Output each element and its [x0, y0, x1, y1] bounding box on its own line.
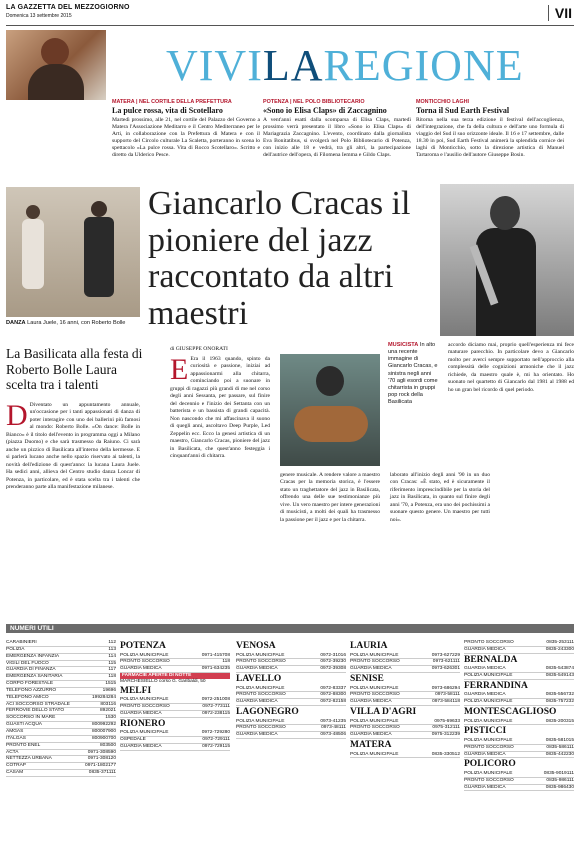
phone-label: POLIZIA MUNICIPALE	[236, 718, 285, 724]
phone-row	[120, 737, 230, 744]
theater-photo	[6, 30, 106, 100]
phone-number: 803116	[100, 701, 116, 707]
phone-row	[464, 745, 574, 752]
city-heading: POLICORO	[464, 759, 516, 770]
phone-number: 0835-757232	[545, 699, 574, 705]
phone-row	[350, 666, 460, 673]
numbers-column	[464, 640, 574, 791]
phone-number: 0972-729115	[202, 743, 230, 749]
phone-row	[464, 673, 574, 680]
article-column: E Era il 1963 quando, spinto da curiosità e passione, iniziai ad appassionarmi alla chitarra, cominciando poi a suonare in gruppi di ragazzi più grandi di me nel corso degli anni Sessanta, per passare, sul finire del decennio e l'inizio dei Settanta con un batterista e un bassista di grandi capacità. Non nascondo che mi affascinava il suono di quegli anni, ascoltavo Deep Purple, Led Zeppelin ecc. Ecco la genesi artistica di un maestro, Giancarlo Cracas, pioniere del jazz in Basilicata, che quest'anno festeggia i cinquant'anni di chitarra.	[170, 353, 270, 460]
phone-number: 1515	[105, 681, 116, 687]
phone-row	[236, 699, 346, 706]
news-text: Ritorna nella sua terza edizione il festival dell'accoglienza, dell'integrazione, che fa della cultura e dell'arte uno formula di viaggio del Sud il suo orizzonte ideale. Il 16 e 17 settembre, dalle 18.30 in poi, Sud Earth Festival animerà la splendida cornice dei laghi di Monticchio, sotto la direzione artistica di Manuel Tartaroma e l'ausilio dell'autore Giuseppe Bosin.	[416, 116, 564, 159]
phone-label: GUARDIA DI FINANZA	[6, 667, 56, 673]
phone-number: 0972-31016	[320, 652, 346, 658]
phone-number: 0835-243300	[545, 646, 574, 652]
phone-number: 0835-986430	[545, 784, 574, 790]
phone-label: GUASTI ACQUA	[6, 722, 42, 728]
phone-label: OSPEDALE	[120, 737, 146, 743]
phone-label: PRONTO SOCCORSO	[236, 659, 286, 665]
phone-label: POLIZIA MUNICIPALE	[236, 685, 285, 691]
phone-number: 117	[108, 667, 116, 673]
phone-row	[6, 640, 116, 647]
page-number: VII	[548, 5, 572, 21]
phone-row	[350, 732, 460, 739]
phone-number: 0835-586111	[546, 744, 574, 750]
numbers-column	[6, 640, 116, 777]
guitarist-photo	[280, 354, 380, 466]
phone-number: 0835-581015	[545, 737, 574, 743]
phone-number: 19696	[102, 687, 116, 693]
phone-number: 0972-729111	[202, 737, 230, 743]
phone-number: 0973-48111	[321, 725, 346, 731]
phone-label: GUARDIA MEDICA	[464, 666, 506, 672]
phone-row	[6, 647, 116, 654]
phone-row	[350, 752, 460, 759]
phone-label: PRONTO SOCCORSO	[350, 659, 400, 665]
phone-label: GUARDIA MEDICA	[236, 732, 278, 738]
phone-number: 118	[108, 674, 116, 680]
phone-row	[464, 752, 574, 759]
phone-number: 114	[108, 653, 116, 659]
article-column: laborato all'inizio degli anni '90 in un duo con Cracas: «È stato, ed è sicuramente il riferimento imprescindibile per la storia del jazz in Basilicata, in quanto sul finire degli anni '70, a Potenza, era uno dei pochissimi a suonare questo genere. Un maestro per tutti noi».	[390, 472, 490, 523]
phone-row	[464, 640, 574, 647]
phone-row	[120, 744, 230, 751]
phone-label: GUARDIA MEDICA	[236, 666, 278, 672]
phone-number: 0971-308120	[87, 756, 116, 762]
phone-label: PRONTO SOCCORSO	[350, 725, 400, 731]
phone-number: 0835-549143	[545, 673, 574, 679]
numbers-column	[350, 640, 460, 758]
phone-number: 800900700	[91, 735, 116, 741]
phone-label: GUARDIA MEDICA	[350, 699, 392, 705]
phone-number: 0835-442230	[545, 751, 574, 757]
city-heading: RIONERO	[120, 718, 166, 729]
phone-number: 0975-312239	[431, 732, 460, 738]
phone-label: POLIZIA MUNICIPALE	[350, 718, 399, 724]
city-heading: LAGONEGRO	[236, 707, 299, 718]
city-heading: VILLA D'AGRI	[350, 707, 417, 718]
phone-row	[464, 719, 574, 726]
article-column: accordo diciamo mai, proprio quell'esperienza mi fece maturare parecchio. In particolare devo a Giancarlo molto per averci sempre supportato nell'approccio alla complessità delle cognizioni armoniche che il jazz richiede, da maestro quale è, mi ha orientato. Ho suonato nel quartetto di Giancarlo dal 1981 al 1988 ed ho un gran bel ricordo di quel periodo.	[448, 342, 574, 393]
phone-label: PRONTO SOCCORSO	[120, 704, 170, 710]
pharmacy-info: MARCHESIELLO corso G. Garibaldi, 50	[120, 678, 206, 684]
drop-cap: D	[6, 399, 28, 432]
phone-row	[120, 711, 230, 718]
city-heading: LAVELLO	[236, 674, 282, 685]
phone-label: POLIZIA MUNICIPALE	[350, 685, 399, 691]
phone-label: TELEFONO AZZURRO	[6, 687, 57, 693]
numeri-utili-bar: NUMERI UTILI	[6, 624, 574, 633]
phone-number: 113	[108, 646, 116, 652]
phone-number: 0835-330512	[431, 751, 460, 757]
phone-number: 199284284	[91, 694, 116, 700]
phone-label: ACI SOCCORSO STRADALE	[6, 701, 70, 707]
phone-label: AMGAS	[6, 728, 24, 734]
article-column: genere musicale. A rendere valore a maestro Cracas per la memoria storica, è l'essere stato un traghettatore del jazz in Basilicata, offrendo una delle sue testimonianze più vive. Un vero maestro per intere generazioni di musicisti, a molti dei quali ha trasmesso la passione per il jazz e per la chitarra.	[280, 472, 380, 523]
phone-label: CARABINIERI	[6, 640, 37, 645]
phone-label: POLIZIA MUNICIPALE	[120, 730, 169, 736]
page-header	[6, 4, 574, 26]
phone-row	[464, 738, 574, 745]
news-title: Torna il Sud Earth Festival	[416, 105, 510, 115]
city-heading: VENOSA	[236, 641, 276, 651]
phone-label: PRONTO SOCCORSO	[236, 692, 286, 698]
phone-row	[464, 778, 574, 785]
phone-label: TELEFONO AMICO	[6, 694, 49, 700]
phone-number: 0972-83337	[320, 685, 346, 691]
phone-row	[464, 699, 574, 706]
section-brand: VIVILAREGIONE	[166, 41, 524, 90]
phone-number: 0971-415708	[201, 652, 230, 658]
phone-number: 0972-238115	[202, 710, 230, 716]
phone-label: POLIZIA MUNICIPALE	[350, 751, 399, 757]
phone-number: 1530	[105, 715, 116, 721]
phone-number: 0975-312111	[432, 725, 460, 731]
news-item	[416, 99, 564, 160]
phone-row	[464, 666, 574, 673]
news-title: La pulce rossa, vita di Scotellaro	[112, 105, 223, 115]
phone-number: 115	[108, 660, 116, 666]
phone-label: NETTEZZA URBANA	[6, 756, 52, 762]
phone-label: SOCCORSO IN MARE	[6, 715, 56, 721]
city-heading: MONTESCAGLIOSO	[464, 707, 557, 718]
phone-row	[6, 729, 116, 736]
phone-number: 800992292	[91, 722, 116, 728]
phone-label: PRONTO SOCCORSO	[236, 725, 286, 731]
phone-row	[6, 654, 116, 661]
phone-row	[350, 699, 460, 706]
phone-label: ITALGAS	[6, 735, 26, 741]
main-headline: Giancarlo Cracas il pioniere del jazz raccontato da altri maestri	[148, 185, 411, 333]
phone-number: 0975-69633	[434, 718, 460, 724]
article-column: D Diventato un appuntamento annuale, un'occasione per i tanti appassionati di danza di poter interagire con uno dei ballerini più famosi al mondo: Roberto Bolle. «On dance: Bolle in Bianco» è il titolo dell'evento in programma oggi a Milano (piazza Duomo) e che sarà trasmesso da Raiuno. Ci sarà anche un pizzico di Basilicata all'interno della kermesse. E si parlerà lucano anche nello spazio riservato ai talenti, la novità dell'edizione di quest'anno: la lucana Laura Juele. Ha sedici anni, allieva del Centro studio danza Loncar di Potenza, in particolare, ed è stata scelta tra i talenti che prenderanno parte alla manifestazione milanese.	[6, 399, 140, 491]
phone-number: 0971-634235	[201, 666, 230, 672]
phone-label: VIGILI DEL FUOCO	[6, 660, 49, 666]
phone-row	[120, 666, 230, 673]
city-heading: MELFI	[120, 685, 152, 696]
phone-label: POLIZIA MUNICIPALE	[350, 652, 399, 658]
news-kicker: POTENZA | NEL POLO BIBLIOTECARIO	[263, 99, 365, 105]
phone-number: 0973-626301	[431, 666, 460, 672]
phone-row	[6, 770, 116, 777]
phone-number: 0971-308590	[87, 749, 116, 755]
phone-label: CASAM	[6, 770, 24, 776]
phone-number: 0972-729280	[201, 730, 230, 736]
city-heading: PISTICCI	[464, 726, 507, 737]
phone-number: 0972-39308	[320, 666, 346, 672]
phone-label: GUARDIA MEDICA	[120, 666, 162, 672]
city-heading: LAURIA	[350, 641, 388, 651]
pharmacy-bar: FARMACIE APERTE DI NOTTE	[120, 673, 230, 679]
phone-label: GUARDIA MEDICA	[464, 784, 506, 790]
phone-number: 800007900	[91, 728, 116, 734]
drop-cap: E	[170, 353, 189, 386]
phone-row	[6, 688, 116, 695]
phone-row	[6, 743, 116, 750]
phone-label: EMERGENZA SANITARIA	[6, 674, 63, 680]
phone-number: 112	[108, 640, 116, 645]
phone-label: POLIZIA MUNICIPALE	[464, 770, 513, 776]
numbers-column	[120, 640, 230, 751]
phone-label: GUARDIA MEDICA	[236, 699, 278, 705]
phone-label: POLIZIA MUNICIPALE	[120, 697, 169, 703]
phone-number: 0973-584118	[432, 699, 460, 705]
city-heading: FERRANDINA	[464, 680, 528, 691]
phone-label: POLIZIA MUNICIPALE	[120, 652, 169, 658]
news-text: A vent'anni esatti dalla scomparsa di Elisa Claps, martedì prossimo verrà presentato il libro «Sono io Elisa Claps» di Mariagrazia Zaccagnino. L'evento, coordinato dalla giornalista Eva Bonitatibus, si svolgerà nel Polo Bibliotecario di Potenza, con inizio alle 18 e vedrà, tra gli altri, la partecipazione dell'autrice dell'opera, di Filomena Iemma e Gildo Claps.	[263, 116, 411, 159]
phone-label: POLIZIA MUNICIPALE	[464, 699, 513, 705]
phone-row	[236, 666, 346, 673]
phone-label: PRONTO SOCCORSO	[464, 744, 514, 750]
musician-photo	[440, 184, 574, 336]
phone-row	[464, 771, 574, 778]
city-heading: SENISE	[350, 674, 384, 685]
news-item	[263, 99, 411, 160]
news-kicker: MONTICCHIO LAGHI	[416, 99, 470, 105]
phone-row	[6, 736, 116, 743]
photo-caption: MUSICISTA In alto una recente immagine di Giancarlo Cracas, e sinistra negli anni '70 agli esordi come chitarrista in gruppi pop rock della Basilicata	[388, 342, 438, 406]
phone-label: CORPO FORESTALE	[6, 681, 54, 687]
phone-number: 0835-253111	[546, 640, 574, 645]
phone-number: 0973-58111	[435, 692, 460, 698]
phone-label: GUARDIA MEDICA	[464, 751, 506, 757]
phone-number: 0973-48506	[320, 732, 346, 738]
publication-date: Domenica 13 settembre 2015	[6, 13, 72, 19]
phone-number: 0971-1802177	[85, 763, 116, 769]
phone-row	[6, 763, 116, 770]
phone-label: COTRAP	[6, 763, 26, 769]
phone-label: PRONTO SOCCORSO	[120, 659, 170, 665]
phone-label: PRONTO SOCCORSO	[464, 640, 514, 645]
phone-row	[464, 647, 574, 654]
phone-number: 892021	[99, 708, 116, 714]
phone-label: POLIZIA MUNICIPALE	[464, 673, 513, 679]
phone-label: ACTA	[6, 749, 19, 755]
city-heading: BERNALDA	[464, 654, 518, 665]
phone-label: EMERGENZA INFANZIA	[6, 653, 60, 659]
phone-number: 0835-986111	[546, 777, 574, 783]
city-heading: MATERA	[350, 740, 392, 751]
phone-label: GUARDIA MEDICA	[464, 692, 506, 698]
phone-number: 0973-627229	[431, 652, 460, 658]
phone-number: 0973-686294	[431, 685, 460, 691]
phone-number: 0973-41235	[320, 718, 346, 724]
phone-label: GUARDIA MEDICA	[350, 666, 392, 672]
phone-label: GUARDIA MEDICA	[350, 732, 392, 738]
news-text: Martedì prossimo, alle 21, nel cortile del Palazzo del Governo a Matera l'Associazione Meditarro e il Centro Mediterraneo per le Arti, in collaborazione con la Prefettura di Matera e con il supporto del Circolo culturale La Scaletta, porteranno in scena lo spettacolo «La pulce rossa. Vita di Rocco Scotellaro». Scritto e diretto da Ulderico Pesce.	[112, 116, 260, 159]
phone-number: 0835-556732	[545, 692, 574, 698]
phone-number: 0973-621111	[432, 659, 460, 665]
phone-row	[6, 681, 116, 688]
phone-label: POLIZIA MUNICIPALE	[236, 652, 285, 658]
phone-label: GUARDIA MEDICA	[120, 743, 162, 749]
phone-number: 0972-82158	[320, 699, 346, 705]
news-title: «Sono io Elisa Claps» di Zaccagnino	[263, 105, 387, 115]
phone-label: PRONTO ENEL	[6, 742, 41, 748]
phone-row	[236, 732, 346, 739]
news-kicker: MATERA | NEL CORTILE DELLA PREFETTURA	[112, 99, 232, 105]
phone-label: POLIZIA MUNICIPALE	[464, 737, 513, 743]
numbers-column	[236, 640, 346, 739]
phone-label: POLIZIA	[6, 646, 25, 652]
phone-label: PRONTO SOCCORSO	[464, 777, 514, 783]
phone-row	[6, 722, 116, 729]
publication-name: LA GAZZETTA DEL MEZZOGIORNO	[6, 4, 130, 11]
phone-row	[120, 704, 230, 711]
dance-photo	[6, 187, 140, 317]
phone-number: 0835-543874	[545, 666, 574, 672]
phone-number: 0835-9019111	[543, 770, 574, 776]
phone-label: PRONTO SOCCORSO	[350, 692, 400, 698]
city-heading: POTENZA	[120, 641, 166, 651]
dance-caption: DANZA Laura Juele, 16 anni, con Roberto Bolle	[6, 320, 126, 326]
phone-label: GUARDIA MEDICA	[464, 646, 506, 652]
phone-number: 0972-39230	[320, 659, 346, 665]
phone-number: 0972-773111	[202, 704, 230, 710]
phone-number: 803500	[99, 742, 116, 748]
phone-number: 0972-251008	[201, 697, 230, 703]
phone-label: GUARDIA MEDICA	[120, 710, 162, 716]
phone-row	[6, 695, 116, 702]
byline: di GIUSEPPE ONORATI	[170, 346, 228, 352]
phone-number: 0835-200315	[545, 718, 574, 724]
phone-number: 0972-88300	[320, 692, 346, 698]
news-item	[112, 99, 260, 160]
phone-number: 118	[222, 659, 230, 665]
sub-headline: La Basilicata alla festa di Roberto Bolle Laura scelta tra i talenti	[6, 346, 143, 393]
phone-label: POLIZIA MUNICIPALE	[464, 718, 513, 724]
phone-row	[464, 785, 574, 792]
phone-number: 0835-371111	[88, 770, 116, 776]
phone-label: FERROVIE DELLO STATO	[6, 708, 65, 714]
